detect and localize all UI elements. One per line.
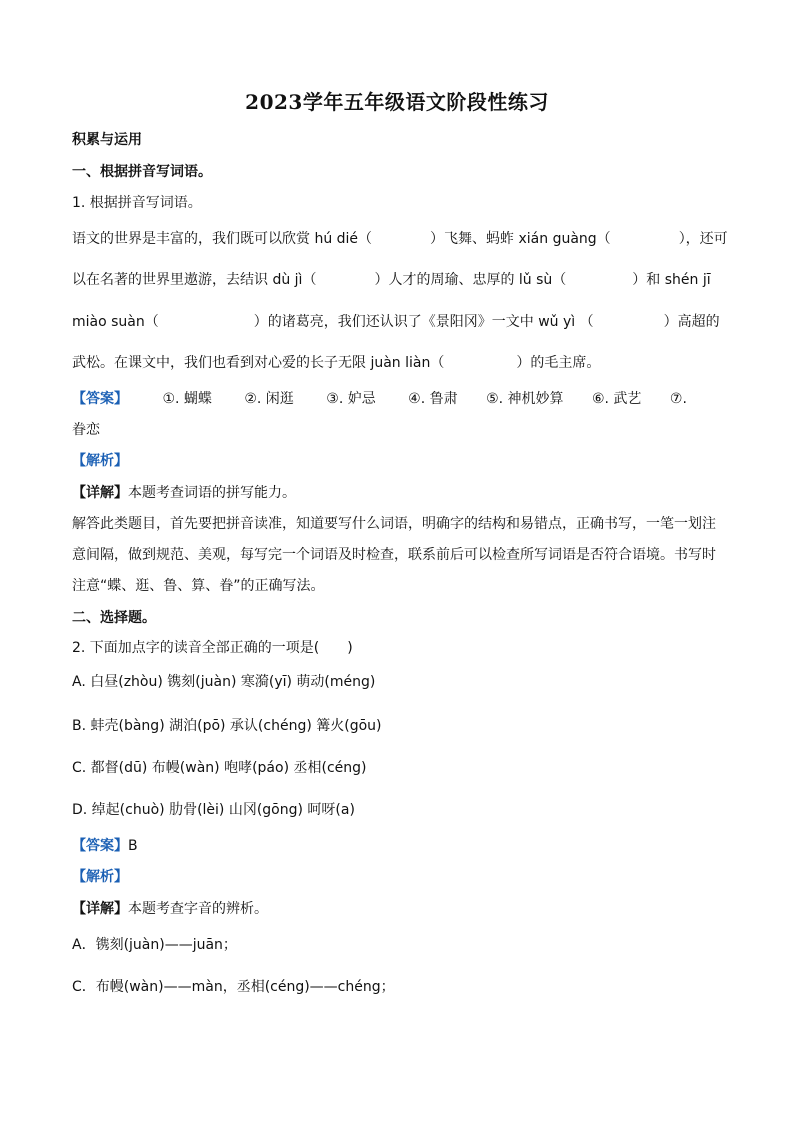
q1-answer-tail: 眷恋 [72, 422, 100, 438]
q1-answer-row [72, 389, 722, 409]
q2-answer-row [72, 836, 722, 856]
q2-detail-label: 【详解】 [72, 901, 128, 917]
q1-line3-text-a: miào suàn（ [72, 314, 159, 330]
q1-line-1 [72, 229, 728, 249]
q1-line2-text-b: ）人才的周瑜、忠厚的 lǔ sù（ [374, 272, 567, 288]
part2-heading: 二、选择题。 [72, 610, 156, 626]
q1-line3-text-c: ）高超的 [663, 314, 720, 330]
q2-option-d: D. 绰起(chuò) 肋骨(lèi) 山冈(gōng) 呵呀(a) [72, 802, 355, 818]
q2-stem: 2. 下面加点字的读音全部正确的一项是( ) [72, 640, 353, 656]
q1-detail-row [72, 483, 722, 503]
q2-answer-label: 【答案】 [72, 838, 128, 854]
q1-line2-text-a: 以在名著的世界里遨游，去结识 dù jì（ [72, 272, 317, 288]
q1-answer-1: ①. 蝴蝶 [162, 391, 212, 407]
q1-line1-text-b: ）飞舞、蚂蚱 xián guàng（ [430, 231, 611, 247]
q1-answer-5: ⑤. 神机妙算 [486, 391, 564, 407]
q2-detail-row [72, 899, 722, 919]
q1-answer-4: ④. 鲁肃 [408, 391, 458, 407]
q1-analysis-label: 【解析】 [72, 453, 128, 469]
q1-answer-7: ⑦. [669, 391, 687, 407]
q2-option-b: B. 蚌壳(bàng) 湖泊(pō) 承认(chéng) 篝火(gōu) [72, 718, 382, 734]
q2-option-a: A. 白昼(zhòu) 镌刻(juàn) 寒漪(yī) 萌动(méng) [72, 674, 376, 690]
q1-answer-3: ③. 妒忌 [326, 391, 376, 407]
section-label: 积累与运用 [72, 132, 142, 148]
part1-heading: 一、根据拼音写词语。 [72, 164, 212, 180]
q1-line4-text-b: ）的毛主席。 [516, 355, 601, 371]
q2-answer-value: B [128, 838, 138, 854]
q1-explain-2: 意间隔，做到规范、美观，每写完一个词语及时检查，联系前后可以检查所写词语是否符合语境。书写时 [72, 547, 716, 563]
page-title: 2023学年五年级语文阶段性练习 [245, 90, 549, 114]
q1-line-3 [72, 312, 722, 332]
q1-line1-text-c: ），还可 [678, 231, 728, 247]
q1-stem: 1. 根据拼音写词语。 [72, 195, 202, 211]
q1-line4-text-a: 武松。在课文中，我们也看到对心爱的长子无限 juàn liàn（ [72, 355, 445, 371]
q1-line1-text-a: 语文的世界是丰富的，我们既可以欣赏 hú dié（ [72, 231, 373, 247]
q2-option-c: C. 都督(dū) 布幔(wàn) 咆哮(páo) 丞相(céng) [72, 760, 367, 776]
q2-note-c: C．布幔(wàn)——màn，丞相(céng)——chéng； [72, 979, 395, 995]
q1-line-2 [72, 270, 722, 290]
q1-answer-6: ⑥. 武艺 [591, 391, 642, 407]
q1-explain-3: 注意“蝶、逛、鲁、算、眷”的正确写法。 [72, 578, 325, 594]
answer-label: 【答案】 [72, 391, 128, 407]
q1-detail-label: 【详解】 [72, 485, 128, 501]
q2-note-a: A．镌刻(juàn)——juān； [72, 937, 237, 953]
q1-line2-text-c: ）和 shén jī [632, 272, 711, 288]
q1-line3-text-b: ）的诸葛亮，我们还认识了《景阳冈》一文中 wǔ yì （ [253, 314, 594, 330]
q1-answer-2: ②. 闲逛 [244, 391, 294, 407]
q1-line-4 [72, 353, 722, 373]
q1-detail-text: 本题考查词语的拼写能力。 [128, 485, 296, 501]
q2-analysis-label: 【解析】 [72, 869, 128, 885]
q2-detail-text: 本题考查字音的辨析。 [128, 901, 268, 917]
q1-explain-1: 解答此类题目，首先要把拼音读准，知道要写什么词语，明确字的结构和易错点，正确书写，一笔一划注 [72, 516, 716, 532]
